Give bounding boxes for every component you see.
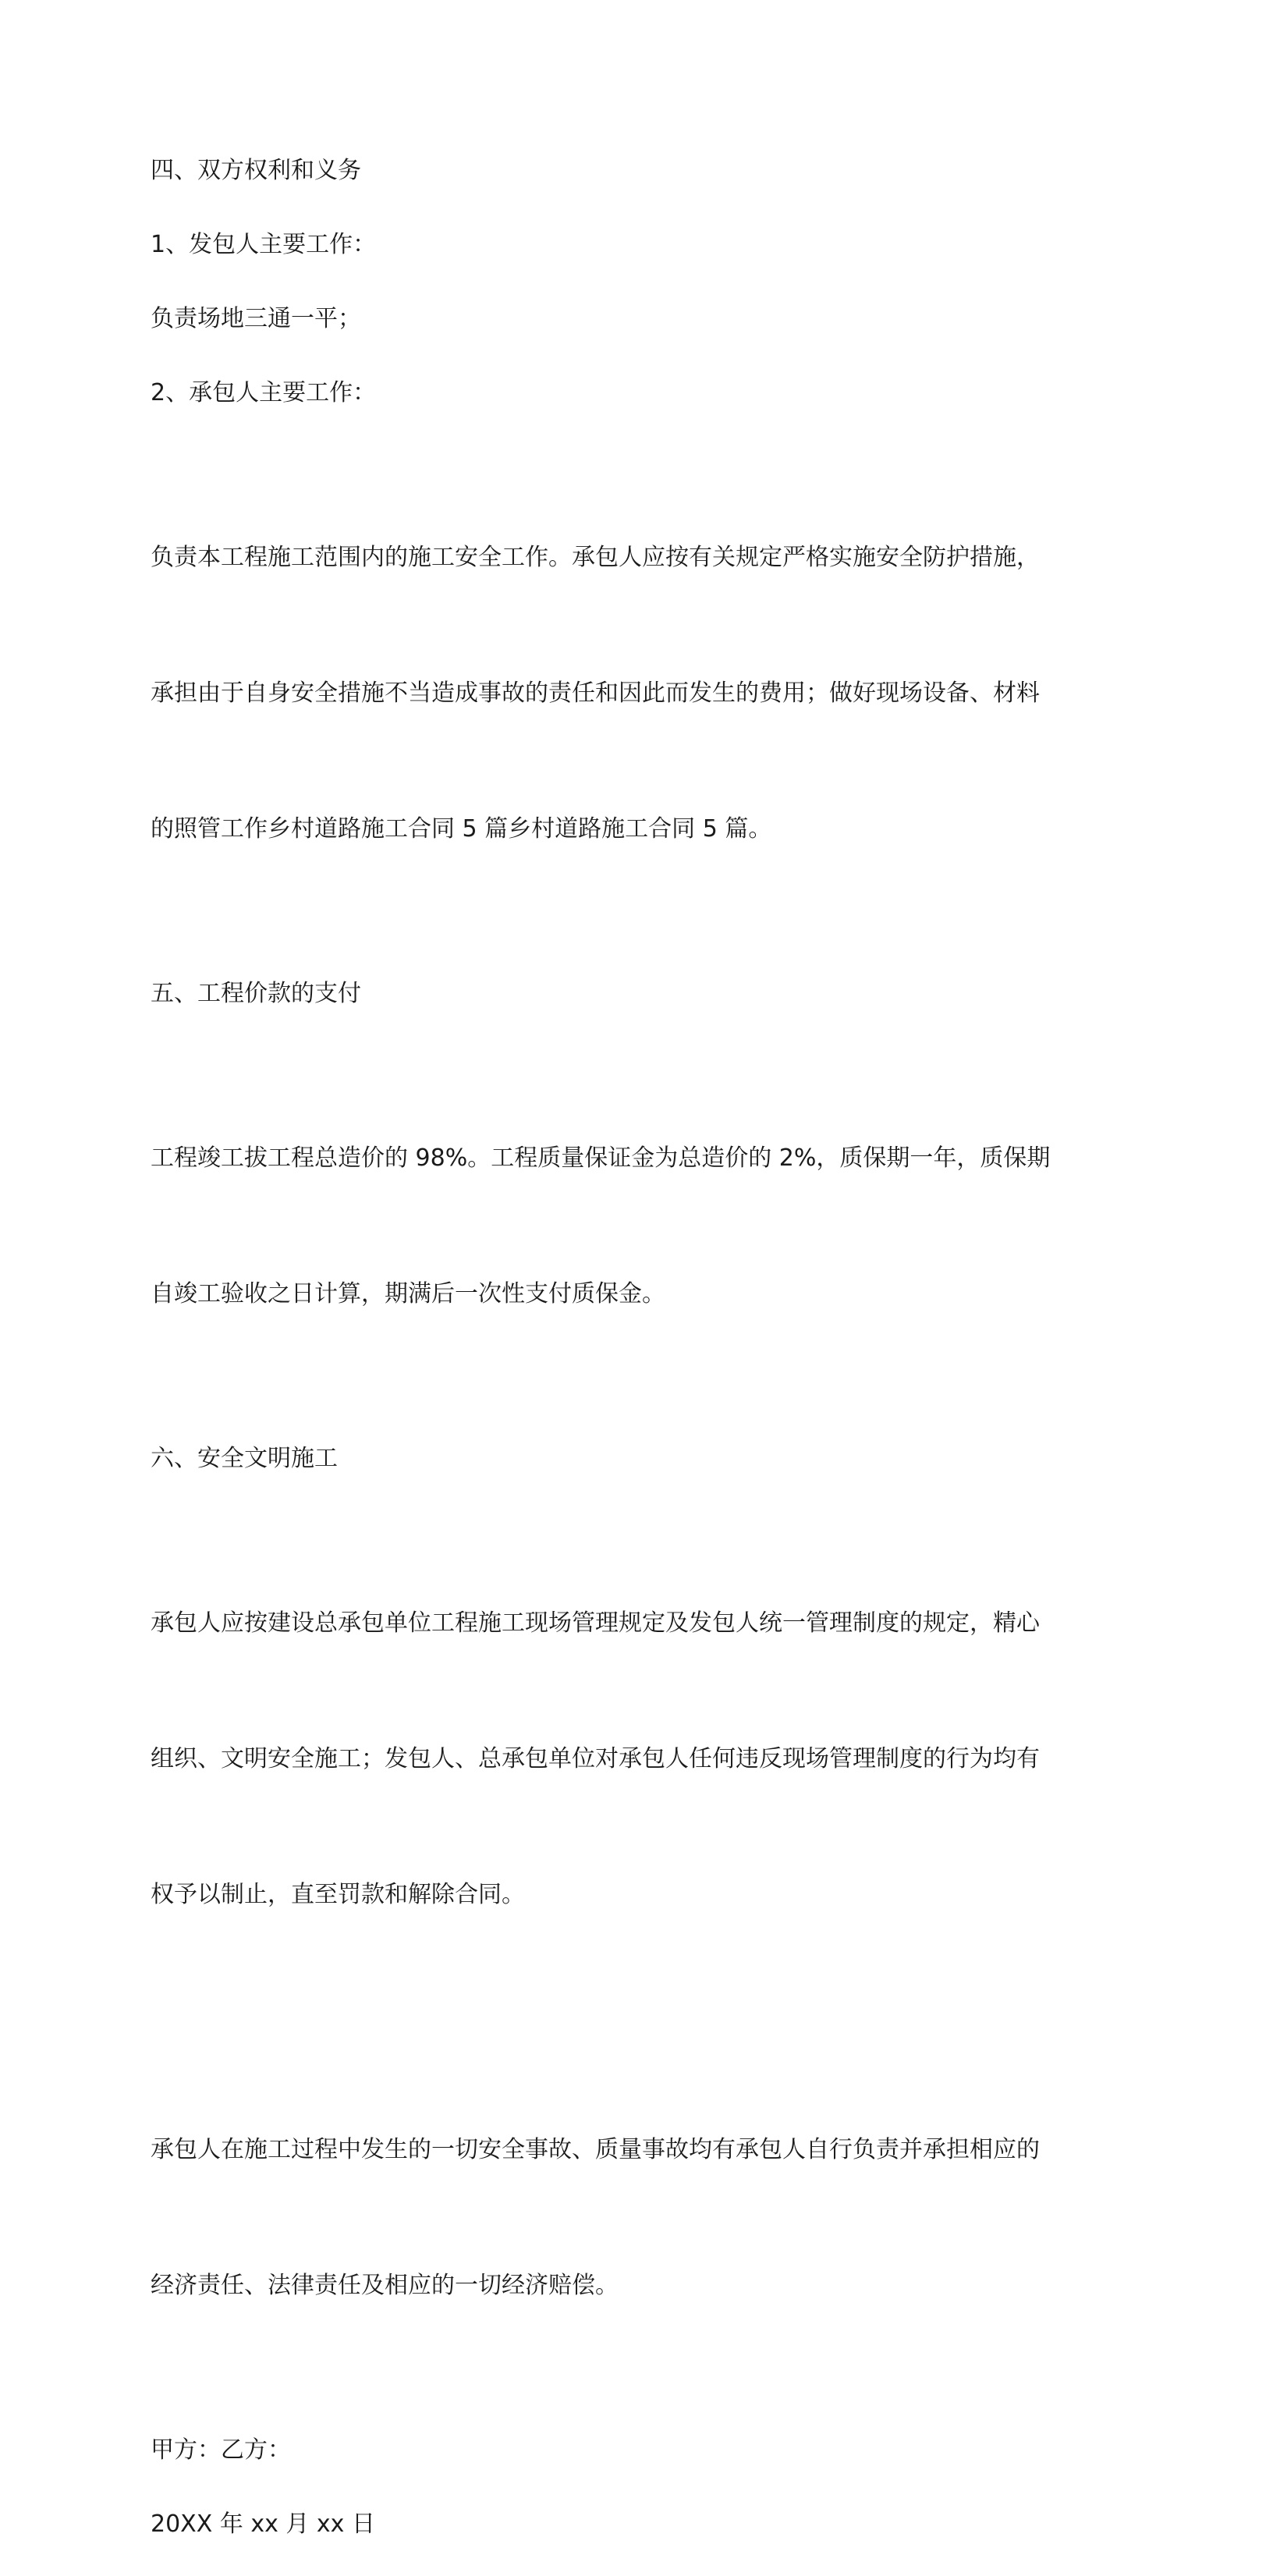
item-heading-employer-work: 1、发包人主要工作： (151, 231, 377, 258)
text-line: 负责本工程施工范围内的施工安全工作。承包人应按有关规定严格实施安全防护措施， (151, 544, 1040, 571)
section-heading-payment: 五、工程价款的支付 (151, 980, 361, 1007)
item-body-contractor-work (151, 445, 1115, 942)
document-body (151, 148, 1115, 2576)
text-line: 承包人应按建设总承包单位工程施工现场管理规定及发包人统一管理制度的规定，精心 (151, 1609, 1040, 1637)
text-line: 组织、文明安全施工；发包人、总承包单位对承包人任何违反现场管理制度的行为均有 (151, 1745, 1040, 1772)
text-line: 自竣工验收之日计算，期满后一次性支付质保金。 (151, 1280, 665, 1308)
text-line: 的照管工作乡村道路施工合同 5 篇乡村道路施工合同 5 篇。 (151, 815, 772, 843)
text-line: 权予以制止，直至罚款和解除合同。 (151, 1881, 525, 1908)
text-line: 承包人在施工过程中发生的一切安全事故、质量事故均有承包人自行负责并承担相应的 (151, 2136, 1040, 2163)
text-line: 经济责任、法律责任及相应的一切经济赔偿。 (151, 2272, 619, 2299)
section-heading-safety: 六、安全文明施工 (151, 1445, 338, 1472)
section-body-payment (151, 1045, 1115, 1407)
item-heading-contractor-work: 2、承包人主要工作： (151, 379, 377, 406)
section-body-safety-2 (151, 2037, 1115, 2399)
section-heading-rights-obligations: 四、双方权利和义务 (151, 157, 361, 184)
section-body-safety-1 (151, 1510, 1115, 2008)
text-line: 工程竣工拔工程总造价的 98%。工程质量保证金为总造价的 2%，质保期一年，质保期 (151, 1144, 1051, 1172)
signature-line: 甲方：乙方： (151, 2436, 291, 2464)
date-line: 20XX 年 xx 月 xx 日 (151, 2510, 375, 2538)
text-line: 承担由于自身安全措施不当造成事故的责任和因此而发生的费用；做好现场设备、材料 (151, 679, 1040, 707)
item-body-employer-work: 负责场地三通一平； (151, 305, 361, 332)
